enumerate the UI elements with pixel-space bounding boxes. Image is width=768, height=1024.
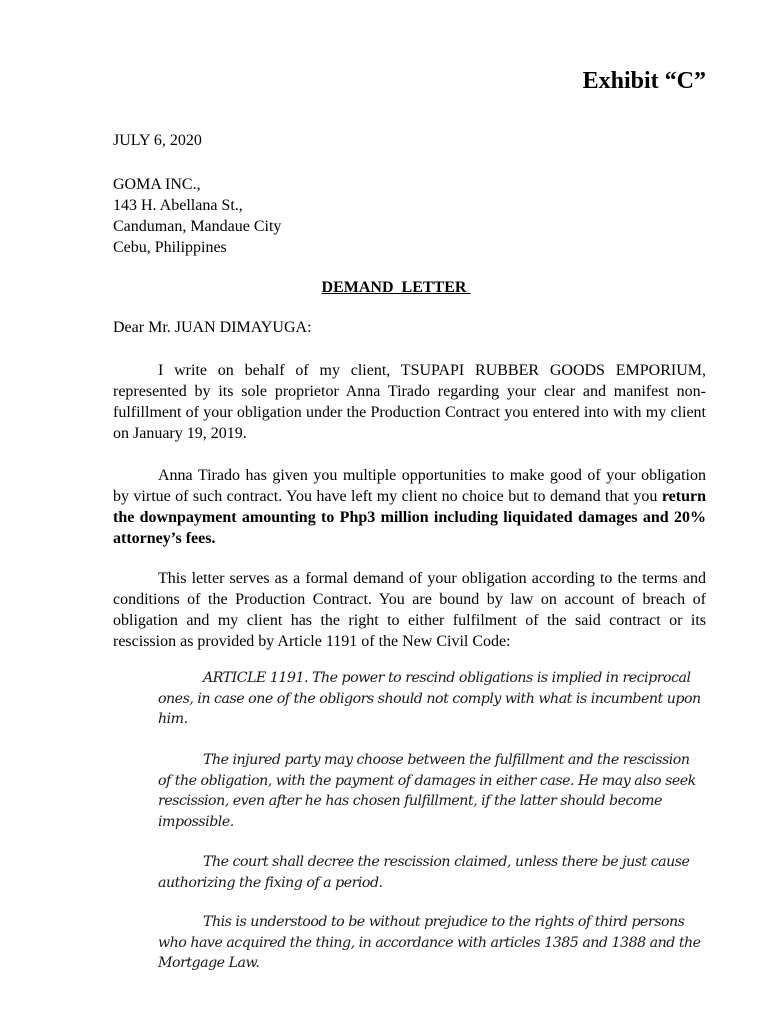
letter-title-row: [0, 277, 768, 298]
recipient-city: Canduman, Mandaue City: [113, 218, 282, 235]
letter-title: DEMAND LETTER: [321, 279, 471, 296]
article-quote-3: The court shall decree the rescission claimed, unless there be just cause authorizing the fixing of a period.: [158, 854, 690, 891]
paragraph-2: [113, 465, 706, 549]
salutation: Dear Mr. JUAN DIMAYUGA:: [113, 319, 312, 336]
article-quote-1: ARTICLE 1191. The power to rescind obligations is implied in reciprocal ones, in case one of the obligors should not comply with what is incumbent upon him.: [158, 670, 701, 727]
letter-date: JULY 6, 2020: [113, 132, 202, 149]
paragraph-1: I write on behalf of my client, TSUPAPI RUBBER GOODS EMPORIUM, represented by its sole proprietor Anna Tirado regarding your clear and manifest non-fulfillment of your obligation under the Production Contract you entered into with my client on January 19, 2019.: [113, 362, 706, 442]
article-quote-2: The injured party may choose between the fulfillment and the rescission of the obligation, with the payment of damages in either case. He may also seek rescission, even after he has chosen fulfillment, if the latter should become impossible.: [158, 752, 696, 830]
recipient-company: GOMA INC.,: [113, 176, 201, 193]
recipient-street: 143 H. Abellana St.,: [113, 197, 243, 214]
exhibit-label: Exhibit “C”: [582, 68, 706, 94]
paragraph-2-emphasis: return the downpayment amounting to Php3 million including liquidated damages and 20% attorney’s fees.: [113, 488, 706, 547]
paragraph-2-intro: Anna Tirado has given you multiple opportunities to make good of your obligation by virtue of such contract. You have left my client no choice but to demand that you: [113, 467, 706, 505]
article-quote-4: This is understood to be without prejudice to the rights of third persons who have acquired the thing, in accordance with articles 1385 and 1388 and the Mortgage Law.: [158, 914, 701, 971]
recipient-country: Cebu, Philippines: [113, 239, 227, 256]
paragraph-3: This letter serves as a formal demand of your obligation according to the terms and conditions of the Production Contract. You are bound by law on account of breach of obligation and my client has the right to either fulfilment of the said contract or its rescission as provided by Article 1191 of the New Civil Code:: [113, 570, 706, 650]
recipient-address: [113, 174, 706, 258]
